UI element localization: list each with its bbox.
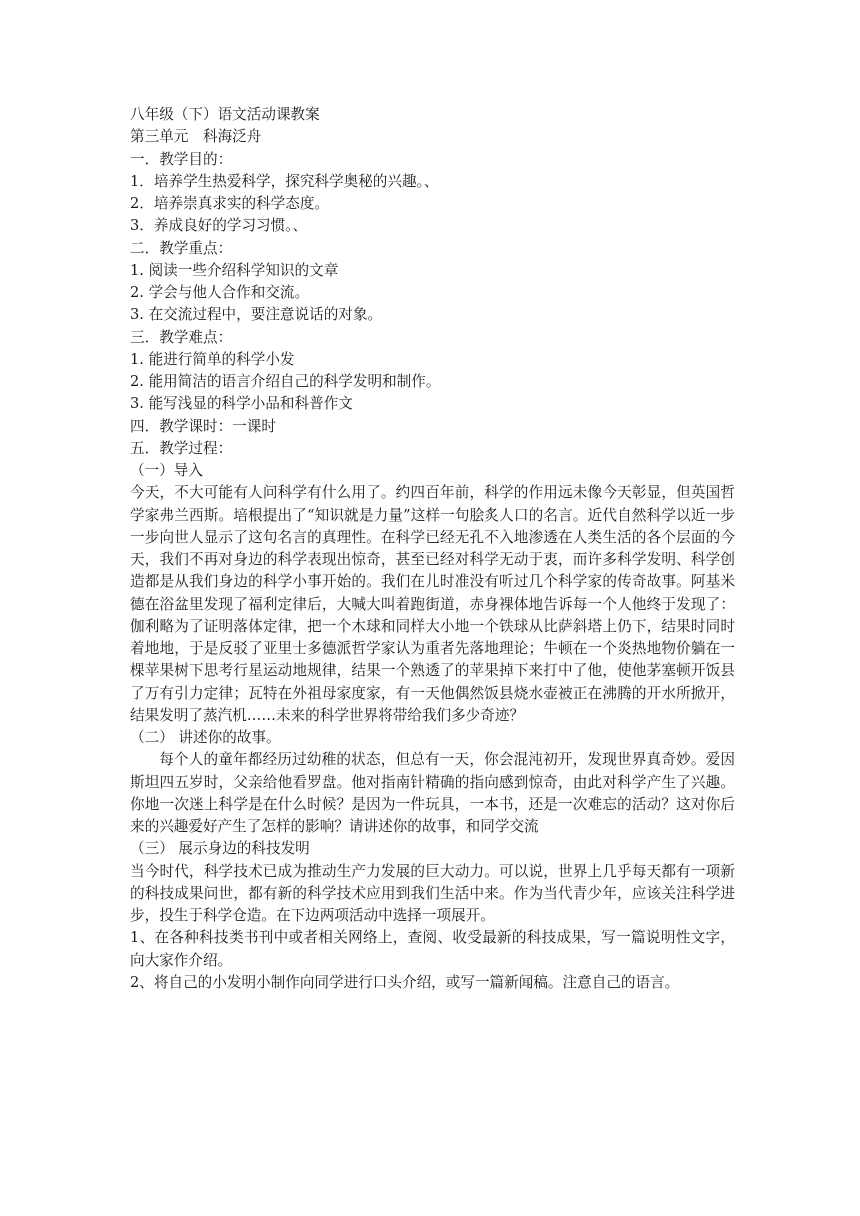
- focus-item: 3. 在交流过程中，要注意说话的对象。: [130, 306, 383, 324]
- unit-title: 第三单元 科海泛舟: [130, 128, 262, 146]
- activity-item: 1、在各种科技类书刊中或者相关网络上，查阅、收受最新的科技成果，写一篇说明性文字，向大家作介绍。: [130, 929, 735, 969]
- hours-line: 四．教学课时：一课时: [130, 417, 276, 435]
- activity-item: 2、将自己的小发明小制作向同学进行口头介绍，或写一篇新闻稿。注意自己的语言。: [130, 973, 680, 991]
- difficulty-item: 2. 能用简洁的语言介绍自己的科学发明和制作。: [130, 373, 441, 390]
- focus-item: 2. 学会与他人合作和交流。: [130, 284, 310, 301]
- difficulty-heading: 三．教学难点：: [130, 328, 233, 346]
- goal-item: 3．养成良好的学习习惯。、: [130, 217, 308, 235]
- difficulty-item: 3. 能写浅显的科学小品和科普作文: [130, 395, 353, 413]
- section2-heading: （二） 讲述你的故事。: [130, 729, 281, 746]
- section3-paragraph: 当今时代，科学技术已成为推动生产力发展的巨大动力。可以说，世界上几乎每天都有一项新的科技成果问世，都有新的科学技术应用到我们生活中来。作为当代青少年，应该关注科学进步，投生于科学仓造。在下边两项活动中选择一项展开。: [130, 862, 735, 924]
- section2-paragraph: 每个人的童年都经历过幼稚的状态，但总有一天，你会混沌初开，发现世界真奇妙。爱因斯坦四五岁时，父亲给他看罗盘。他对指南针精确的指向感到惊奇，由此对科学产生了兴趣。你地一次迷上科学是在什么时候？是因为一件玩具，一本书，还是一次难忘的活动？这对你后来的兴趣爱好产生了怎样的影响？请讲述你的故事，和同学交流: [130, 751, 735, 835]
- goal-item: 2．培养崇真求实的科学态度。: [130, 195, 330, 212]
- section3-heading: （三） 展示身边的科技发明: [130, 840, 310, 858]
- goal-heading: 一．教学目的：: [130, 150, 233, 168]
- focus-item: 1. 阅读一些介绍科学知识的文章: [130, 261, 339, 279]
- process-heading: 五．教学过程：: [130, 439, 233, 457]
- document-page: [130, 104, 735, 994]
- section1-heading: （一）导入: [130, 462, 203, 479]
- document-title: 八年级（下）语文活动课教案: [130, 106, 320, 123]
- section1-paragraph: 今天，不大可能有人问科学有什么用了。约四百年前，科学的作用远未像今天彰显，但英国哲学家弗兰西斯。培根提出了“知识就是力量”这样一句脍炙人口的名言。近代自然科学以近一步一步向世人显示了这句名言的真理性。在科学已经无孔不入地渗透在人类生活的各个层面的今天，我们不再对身边的科学表现出惊奇，甚至已经对科学无动于衷，而许多科学发明、科学创造都是从我们身边的科学小事开始的。我们在儿时准没有听过几个科学家的传奇故事。阿基米德在浴盆里发现了福利定律后，大喊大叫着跑街道，赤身裸体地告诉每一个人他终于发现了：伽利略为了证明落体定律，把一个木球和同样大小地一个铁球从比萨斜塔上仍下，结果时同时着地地，于是反驳了亚里士多德派哲学家认为重者先落地理论；牛顿在一个炎热地物价躺在一棵苹果树下思考行星运动地规律，结果一个熟透了的苹果掉下来打中了他，使他茅塞顿开饭县了万有引力定律；瓦特在外祖母家度家，有一天他偶然饭县烧水壶被正在沸腾的开水所掀开，结果发明了蒸汽机……未来的科学世界将带给我们多少奇迹？: [130, 484, 735, 724]
- goal-item: 1．培养学生热爱科学，探究科学奥秘的兴趣。、: [130, 172, 439, 190]
- difficulty-item: 1. 能进行简单的科学小发: [130, 350, 295, 368]
- focus-heading: 二．教学重点：: [130, 239, 233, 257]
